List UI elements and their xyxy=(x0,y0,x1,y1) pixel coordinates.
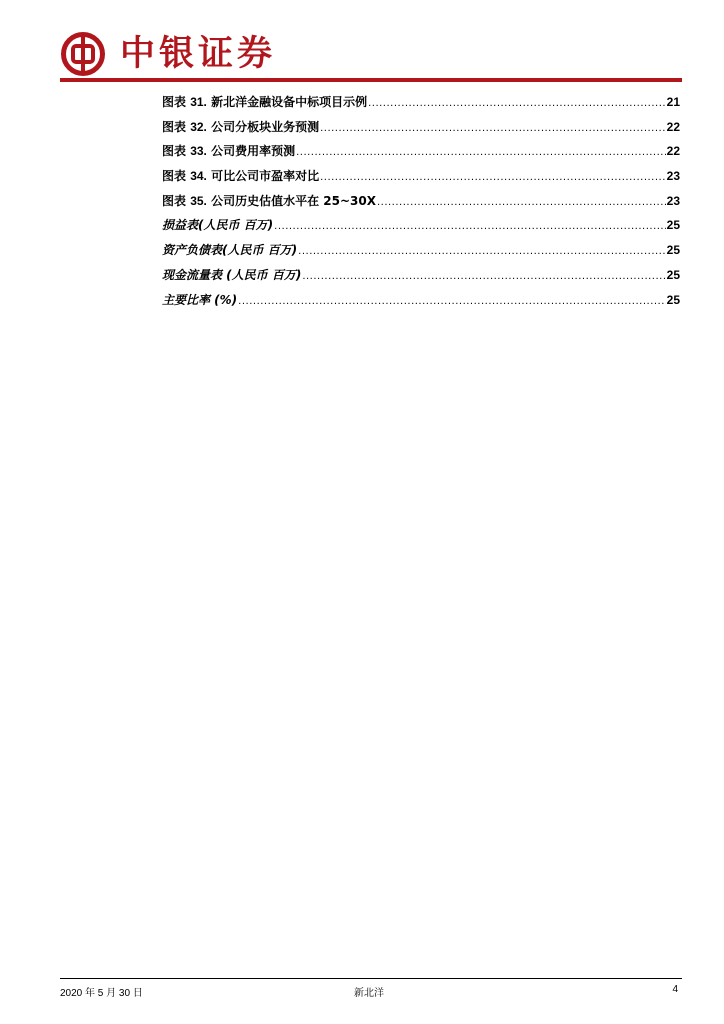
toc-entry-label: 图表 33. 公司费用率预测 xyxy=(162,144,296,159)
toc-entry[interactable] xyxy=(162,241,680,266)
toc-entry-label: 图表 35. 公司历史估值水平在 25~30X xyxy=(162,193,376,208)
toc-leader-dots xyxy=(274,221,665,232)
toc-page-number: 22 xyxy=(666,144,680,159)
footer-divider xyxy=(60,978,682,979)
page-number: 4 xyxy=(672,984,678,995)
toc-entry-label: 现金流量表 (人民币 百万) xyxy=(162,267,302,282)
toc-leader-dots xyxy=(238,296,665,307)
page-footer xyxy=(60,984,678,1000)
toc-leader-dots xyxy=(368,98,666,109)
toc-entry-label: 资产负债表(人民币 百万) xyxy=(162,243,298,258)
toc-entry-label: 图表 31. 新北洋金融设备中标项目示例 xyxy=(162,95,368,109)
toc-entry-label: 图表 34. 可比公司市盈率对比 xyxy=(162,169,320,184)
toc-leader-dots xyxy=(377,197,666,208)
toc-entry[interactable] xyxy=(162,167,680,192)
toc-entry[interactable] xyxy=(162,216,680,241)
page-header xyxy=(60,30,276,78)
report-date: 2020 年 5 月 30 日 xyxy=(60,988,143,999)
toc-page-number: 25 xyxy=(666,267,680,282)
toc-leader-dots xyxy=(320,123,666,134)
toc-page-number: 23 xyxy=(666,169,680,184)
toc-page-number: 25 xyxy=(666,218,680,233)
brand-name: 中银证券 xyxy=(120,33,277,74)
toc-entry[interactable] xyxy=(162,118,680,143)
toc-leader-dots xyxy=(298,246,665,257)
toc-entry[interactable] xyxy=(162,142,680,167)
toc-entry[interactable] xyxy=(162,266,680,291)
toc-page-number: 22 xyxy=(666,119,680,134)
toc-leader-dots xyxy=(302,271,665,282)
toc-page-number: 21 xyxy=(666,95,680,109)
toc-page-number: 23 xyxy=(666,193,680,208)
toc-entry-label: 图表 32. 公司分板块业务预测 xyxy=(162,119,320,134)
toc-leader-dots xyxy=(320,172,666,183)
bank-of-china-logo-icon xyxy=(60,31,106,77)
toc-page-number: 25 xyxy=(666,292,680,307)
table-of-contents xyxy=(162,93,680,315)
toc-entry-label: 主要比率 (%) xyxy=(162,292,238,307)
toc-entry[interactable] xyxy=(162,93,680,118)
toc-entry[interactable] xyxy=(162,192,680,217)
header-divider xyxy=(60,78,682,82)
company-name: 新北洋 xyxy=(354,988,384,999)
toc-page-number: 25 xyxy=(666,243,680,258)
toc-entry-label: 损益表(人民币 百万) xyxy=(162,218,274,233)
toc-entry[interactable] xyxy=(162,291,680,316)
toc-leader-dots xyxy=(296,147,666,158)
